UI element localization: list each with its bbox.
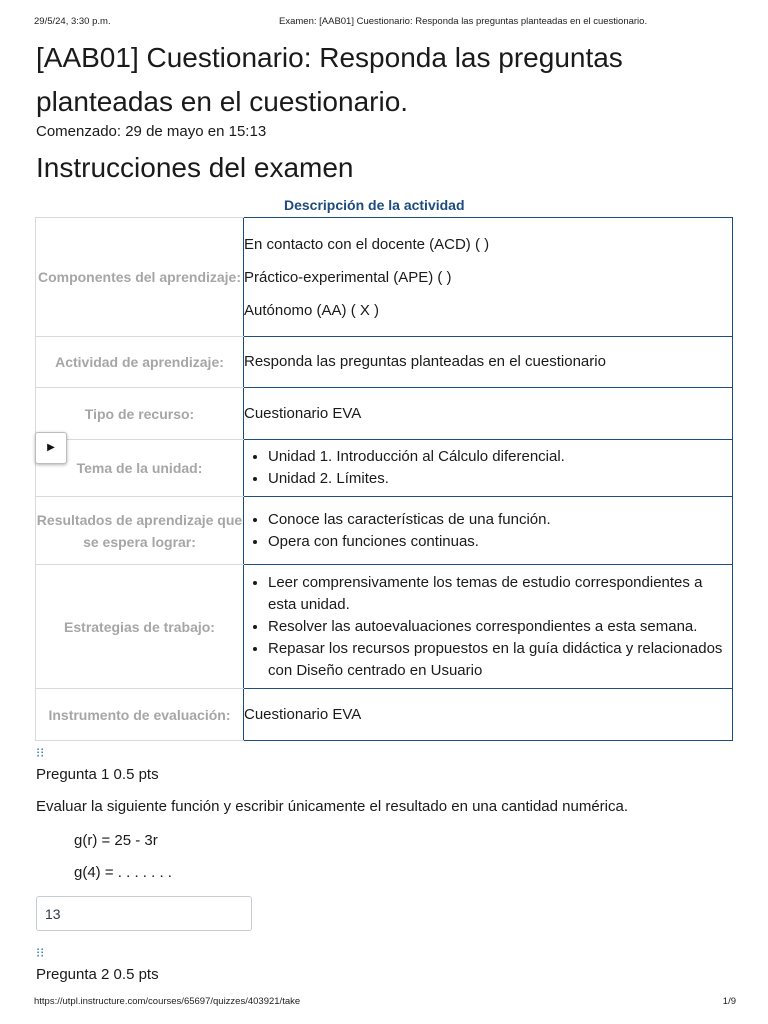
tema-list [244, 446, 732, 490]
quiz-title: [AAB01] Cuestionario: Responda las preguntas planteadas en el cuestionario. [36, 42, 623, 117]
activity-table [35, 217, 733, 741]
activity-table-caption: Descripción de la actividad [284, 197, 465, 213]
list-item: • Unidad 1. Introducción al Cálculo diferencial. [268, 446, 732, 468]
drag-handle-icon[interactable]: ⁝⁝ [36, 945, 45, 960]
actividad-value: Responda las preguntas planteadas en el cuestionario [244, 337, 733, 388]
table-row-tipo [36, 388, 733, 440]
print-datetime: 29/5/24, 3:30 p.m. [34, 16, 111, 27]
table-row-actividad [36, 337, 733, 388]
list-item: • Conoce las características de una función. [268, 509, 732, 531]
question-1-text: Evaluar la siguiente función y escribir únicamente el resultado en una cantidad numérica. [36, 798, 629, 815]
print-page-number: 1/9 [722, 996, 736, 1007]
question-1-answer-input[interactable] [36, 896, 252, 931]
componente-acd: En contacto con el docente (ACD) ( ) [244, 235, 490, 253]
quiz-started-time: Comenzado: 29 de mayo en 15:13 [36, 123, 267, 140]
list-item: • Resolver las autoevaluaciones correspondientes a esta semana. [268, 616, 732, 638]
play-button[interactable] [35, 432, 67, 464]
tipo-label: Tipo de recurso: [36, 388, 244, 440]
estrategias-value [244, 565, 733, 689]
instructions-heading: Instrucciones del examen [36, 152, 354, 183]
estrategias-label: Estrategias de trabajo: [36, 565, 244, 689]
table-row-estrategias [36, 565, 733, 689]
resultados-value [244, 497, 733, 565]
estrategias-list [244, 572, 732, 682]
tema-value [244, 440, 733, 497]
list-item: • Opera con funciones continuas. [268, 531, 732, 553]
question-1-evaluation: g(4) = . . . . . . . [74, 864, 172, 881]
list-item: • Unidad 2. Límites. [268, 468, 732, 490]
drag-handle-icon[interactable]: ⁝⁝ [36, 745, 45, 760]
tema-label: Tema de la unidad: [36, 440, 244, 497]
resultados-label: Resultados de aprendizaje que se espera lograr: [36, 497, 244, 565]
question-2-header: Pregunta 2 0.5 pts [36, 966, 159, 983]
componentes-value [244, 218, 733, 337]
list-item: • Repasar los recursos propuestos en la guía didáctica y relacionados con Diseño centrado en Usuario [268, 638, 732, 682]
question-1-header: Pregunta 1 0.5 pts [36, 766, 159, 783]
print-footer [34, 996, 736, 1010]
table-row-instrumento [36, 689, 733, 741]
componentes-label: Componentes del aprendizaje: [36, 218, 244, 337]
print-url: https://utpl.instructure.com/courses/65697/quizzes/403921/take [34, 996, 301, 1007]
actividad-label: Actividad de aprendizaje: [36, 337, 244, 388]
print-header [34, 16, 736, 30]
list-item: • Leer comprensivamente los temas de estudio correspondientes a esta unidad. [268, 572, 732, 616]
componente-aa: Autónomo (AA) ( X ) [244, 301, 380, 319]
table-row-componentes [36, 218, 733, 337]
question-1-function: g(r) = 25 - 3r [74, 832, 158, 849]
instrumento-value: Cuestionario EVA [244, 689, 733, 741]
tipo-value: Cuestionario EVA [244, 388, 733, 440]
print-doc-title: Examen: [AAB01] Cuestionario: Responda las preguntas planteadas en el cuestionario. [279, 16, 648, 27]
componente-ape: Práctico-experimental (APE) ( ) [244, 268, 452, 286]
table-row-tema [36, 440, 733, 497]
play-icon: ▶ [47, 442, 55, 453]
table-row-resultados [36, 497, 733, 565]
resultados-list [244, 509, 732, 553]
instrumento-label: Instrumento de evaluación: [36, 689, 244, 741]
